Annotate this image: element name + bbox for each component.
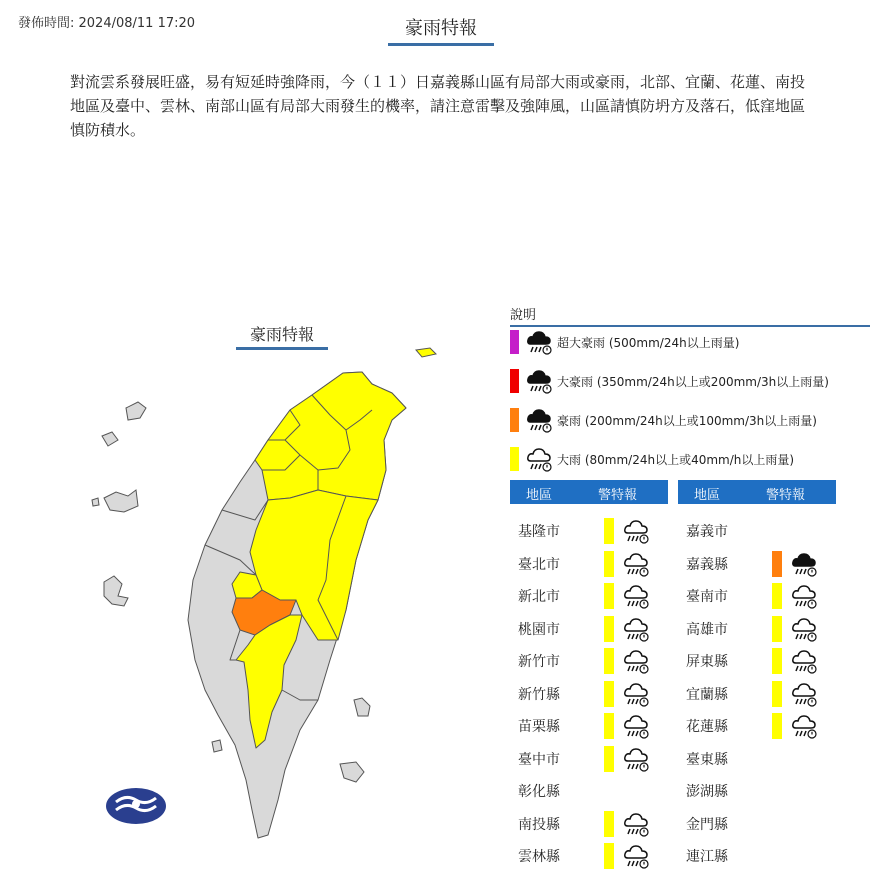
cwa-logo-icon: [106, 788, 166, 824]
legend-item: [510, 406, 817, 434]
table-row: [518, 613, 650, 645]
region-name: 臺南市: [686, 589, 728, 605]
region-name: 新北市: [518, 589, 560, 605]
heavy-rain-icon: [622, 842, 650, 870]
table-row: [686, 613, 818, 645]
map-island-penghu: [104, 576, 128, 606]
table-row: [686, 710, 818, 742]
warning-level-bar: [772, 681, 782, 707]
map-region-north: [255, 372, 406, 500]
legend-swatch: [510, 447, 519, 471]
warning-level-bar: [604, 518, 614, 544]
region-name: 新竹市: [518, 654, 560, 670]
table-header-right: [678, 480, 836, 504]
region-name: 彰化縣: [518, 784, 560, 800]
table-row: [686, 548, 818, 580]
region-name: 南投縣: [518, 816, 560, 833]
legend-label: 大雨 (80mm/24h以上或40mm/h以上雨量): [557, 452, 795, 467]
region-name: 金門縣: [686, 816, 728, 833]
warning-level-bar: [604, 583, 614, 609]
legend-label: 豪雨 (200mm/24h以上或100mm/3h以上雨量): [557, 413, 817, 428]
table-row: [518, 808, 650, 840]
map-island-matsu-a: [126, 402, 146, 420]
table-row: [518, 743, 650, 775]
map-island-matsu-b: [102, 432, 118, 446]
table-row: [686, 808, 750, 840]
table-row: [518, 678, 650, 710]
warning-level-bar: [604, 811, 614, 837]
table-row: [686, 743, 750, 775]
warning-level-bar: [604, 616, 614, 642]
heavy-rain-icon: [622, 745, 650, 773]
table-row: [686, 580, 818, 612]
heavy-rain-icon: [622, 517, 650, 545]
table-row: [686, 775, 750, 807]
heavy-rain-icon: [790, 615, 818, 643]
map-island-kinmen: [104, 490, 138, 512]
table-header-left: [510, 480, 668, 504]
legend-heading: 說明: [510, 304, 870, 327]
heavy-rain-icon: [790, 582, 818, 610]
warning-level-bar: [772, 551, 782, 577]
torrential-rain-icon: [525, 406, 553, 434]
warning-level-bar: [604, 713, 614, 739]
warning-level-bar: [772, 616, 782, 642]
table-row: [518, 645, 650, 677]
extreme-torrential-rain-icon: [525, 328, 553, 356]
heavy-rain-icon: [622, 550, 650, 578]
extremely-torrential-rain-icon: [525, 367, 553, 395]
legend-item: [510, 328, 739, 356]
region-name: 臺北市: [518, 556, 560, 573]
region-name: 宜蘭縣: [686, 686, 728, 703]
region-name: 屏東縣: [686, 654, 728, 670]
heavy-rain-icon: [622, 615, 650, 643]
warning-level-bar: [604, 746, 614, 772]
region-name: 新竹縣: [518, 686, 560, 703]
table-row: [518, 775, 582, 807]
heavy-rain-icon: [622, 680, 650, 708]
region-name: 澎湖縣: [686, 784, 728, 800]
region-name: 苗栗縣: [518, 719, 560, 735]
map-island-liuqiu: [212, 740, 222, 752]
map-island-small: [92, 498, 99, 506]
warning-level-bar: [772, 583, 782, 609]
col-warning-label: 警特報: [766, 488, 806, 503]
page-title: 豪雨特報: [388, 14, 494, 46]
table-row: [518, 840, 650, 872]
region-name: 基隆市: [518, 524, 560, 540]
heavy-rain-icon: [790, 712, 818, 740]
region-name: 高雄市: [686, 621, 728, 638]
table-row: [518, 515, 650, 547]
heavy-rain-icon: [790, 647, 818, 675]
warning-level-bar: [604, 648, 614, 674]
warning-level-bar: [604, 551, 614, 577]
heavy-rain-icon: [790, 680, 818, 708]
issue-time: 發佈時間: 2024/08/11 17:20: [18, 16, 196, 31]
heavy-rain-icon: [525, 445, 553, 473]
table-row: [518, 580, 650, 612]
table-row: [686, 645, 818, 677]
legend-swatch: [510, 330, 519, 354]
table-row: [686, 678, 818, 710]
map-island-green: [354, 698, 370, 716]
legend-item: [510, 367, 829, 395]
map-title: 豪雨特報: [236, 322, 328, 350]
table-row: [518, 548, 650, 580]
heavy-rain-icon: [622, 712, 650, 740]
heavy-rain-icon: [622, 582, 650, 610]
table-row: [518, 710, 650, 742]
warning-level-bar: [772, 713, 782, 739]
warning-level-bar: [604, 681, 614, 707]
torrential-rain-icon: [790, 550, 818, 578]
region-name: 桃園市: [518, 621, 560, 638]
legend-swatch: [510, 369, 519, 393]
map-island-pengjia: [416, 348, 436, 357]
legend-item: [510, 445, 794, 473]
region-name: 臺中市: [518, 751, 560, 768]
warning-level-bar: [772, 648, 782, 674]
warning-level-bar: [604, 843, 614, 869]
map-island-orchid: [340, 762, 364, 782]
region-name: 嘉義市: [686, 524, 728, 540]
legend-swatch: [510, 408, 519, 432]
heavy-rain-icon: [622, 810, 650, 838]
legend-label: 超大豪雨 (500mm/24h以上雨量): [557, 335, 740, 350]
region-name: 連江縣: [686, 849, 728, 865]
heavy-rain-icon: [622, 647, 650, 675]
table-row: [686, 840, 750, 872]
region-name: 臺東縣: [686, 751, 728, 768]
col-region-label: 地區: [694, 488, 721, 503]
col-region-label: 地區: [526, 488, 553, 503]
forecast-description: 對流雲系發展旺盛，易有短延時強降雨，今（１１）日嘉義縣山區有局部大雨或豪雨，北部、宜蘭、花蓮、南投地區及臺中、雲林、南部山區有局部大雨發生的機率，請注意雷擊及強陣風，山區請慎防坍方及落石，低窪地區慎防積水。: [70, 73, 806, 139]
table-row: [686, 515, 750, 547]
region-name: 嘉義縣: [686, 556, 728, 573]
col-warning-label: 警特報: [598, 488, 638, 503]
region-name: 雲林縣: [518, 849, 560, 865]
region-name: 花蓮縣: [686, 719, 728, 735]
legend-label: 大豪雨 (350mm/24h以上或200mm/3h以上雨量): [557, 374, 829, 389]
